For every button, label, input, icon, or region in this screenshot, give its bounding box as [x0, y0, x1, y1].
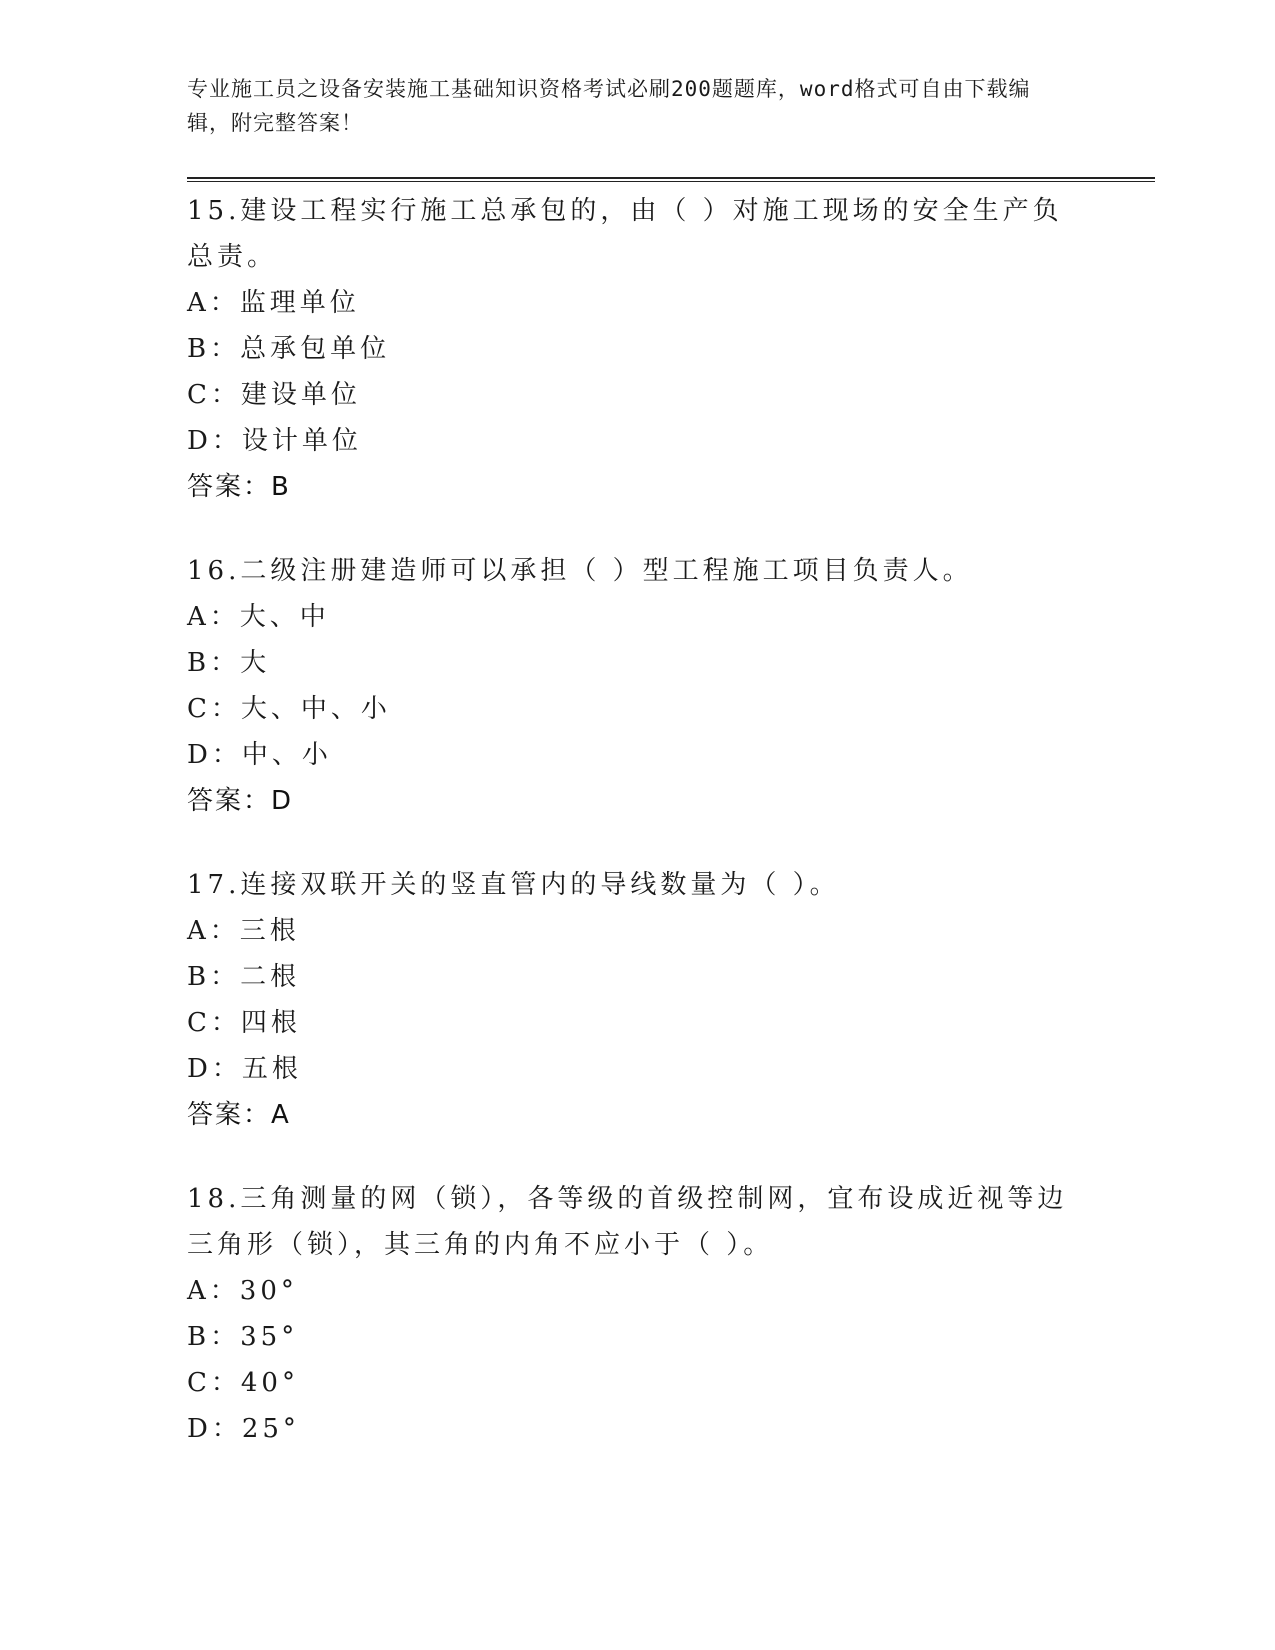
- question-stem: 18.三角测量的网（锁），各等级的首级控制网，宜布设成近视等边三角形（锁），其三角的内角不应小于（ ）。: [187, 1184, 1068, 1260]
- question-18: [187, 1176, 1087, 1452]
- option-c: C：大、中、小: [187, 694, 391, 724]
- option-a: A：监理单位: [187, 288, 360, 318]
- option-b: B：大: [187, 648, 271, 678]
- document-header-text: 专业施工员之设备安装施工基础知识资格考试必刷200题题库，word格式可自由下载编辑，附完整答案！: [187, 77, 1031, 135]
- option-b: B：总承包单位: [187, 334, 391, 364]
- answer-line: 答案：B: [187, 472, 291, 502]
- question-stem: 17.连接双联开关的竖直管内的导线数量为（ ）。: [187, 870, 840, 900]
- option-c: C：40°: [187, 1368, 299, 1398]
- option-a: A：30°: [187, 1276, 298, 1306]
- option-d: D：五根: [187, 1054, 302, 1084]
- header-divider: [187, 177, 1155, 182]
- question-15: [187, 188, 1087, 510]
- option-d: D：中、小: [187, 740, 332, 770]
- option-a: A：大、中: [187, 602, 330, 632]
- question-list: [187, 188, 1087, 1490]
- answer-line: 答案：D: [187, 786, 294, 816]
- question-16: [187, 548, 1087, 824]
- option-d: D：设计单位: [187, 426, 362, 456]
- option-c: C：建设单位: [187, 380, 361, 410]
- question-stem: 15.建设工程实行施工总承包的，由（ ）对施工现场的安全生产负总责。: [187, 196, 1063, 272]
- option-c: C：四根: [187, 1008, 301, 1038]
- question-stem: 16.二级注册建造师可以承担（ ）型工程施工项目负责人。: [187, 556, 973, 586]
- option-b: B：35°: [187, 1322, 299, 1352]
- option-a: A：三根: [187, 916, 300, 946]
- answer-line: 答案：A: [187, 1100, 291, 1130]
- option-d: D：25°: [187, 1414, 300, 1444]
- option-b: B：二根: [187, 962, 301, 992]
- question-17: [187, 862, 1087, 1138]
